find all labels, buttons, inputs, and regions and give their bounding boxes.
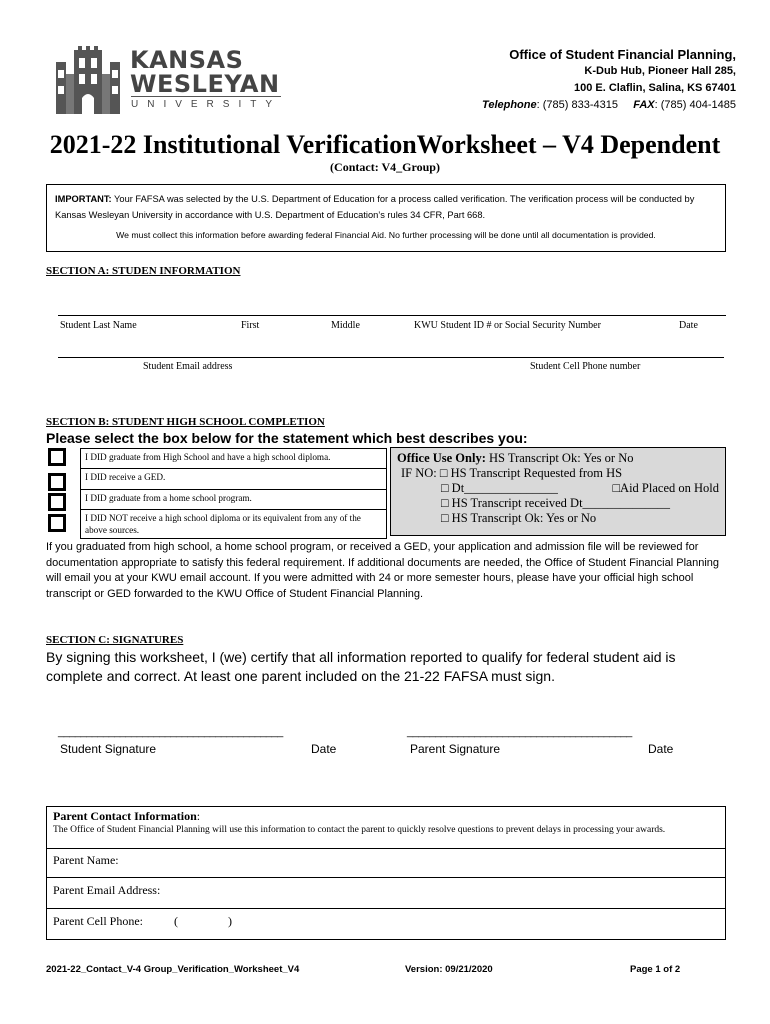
documentation-paragraph: If you graduated from high school, a home school program, or received a GED, your application and admission file will be reviewed for documentation appropriate to satisfy this federal requirement. If additional documents are needed, the Office of Student Financial Planning will email you at your KWU email account. If you were admitted with 24 or more semester hours, please have your official high school transcript or GED forwarded to the KWU Office of Student Financial Planning.	[46, 541, 720, 600]
section-a-heading: SECTION A: STUDEN INFORMATION	[46, 265, 241, 277]
select-prompt: Please select the box below for the statement which best describes you:	[46, 430, 528, 446]
statement-table	[80, 448, 387, 539]
page-title: 2021-22 Institutional VerificationWorksheet – V4 Dependent	[49, 130, 721, 159]
parent-phone-field[interactable]: Parent Cell Phone: ( )	[53, 914, 232, 928]
certification-text: By signing this worksheet, I (we) certify that all information reported to qualify for federal student aid is complete and correct. At least one parent included on the 21-22 FAFSA must sign.	[46, 649, 676, 684]
statement-row: I DID graduate from a home school program.	[81, 490, 386, 510]
label-last-name: Student Last Name	[60, 320, 137, 331]
logo-divider	[131, 96, 281, 97]
office-address: Office of Student Financial Planning, K-Dub Hub, Pioneer Hall 285, 100 E. Claflin, Salina, KS 67401 Telephone: (785) 833-4315 FAX: (785) 404-1485	[482, 46, 736, 114]
parent-name-field[interactable]: Parent Name:	[47, 849, 725, 878]
office-use-box: Office Use Only: HS Transcript Ok: Yes or No IF NO: □ HS Transcript Requested from HS □ Dt_______________ □Aid Placed on Hold □ HS Transcript received Dt______________ □ HS Transcript Ok: Yes or No	[390, 447, 726, 536]
student-signature-line[interactable]: ________________________________________	[58, 726, 283, 738]
section-c-heading: SECTION C: SIGNATURES	[46, 634, 184, 646]
email-phone-line[interactable]	[58, 357, 724, 358]
section-b-heading: SECTION B: STUDENT HIGH SCHOOL COMPLETION	[46, 416, 325, 428]
parent-signature-line[interactable]: ________________________________________	[407, 726, 632, 738]
parent-email-field[interactable]: Parent Email Address:	[47, 878, 725, 909]
contact-group: (Contact: V4_Group)	[330, 160, 440, 174]
logo-university: UNIVERSITY	[131, 99, 282, 110]
footer-document-id: 2021-22_Contact_V-4 Group_Verification_Worksheet_V4	[46, 964, 300, 975]
parent-signature-label: Parent Signature	[410, 742, 501, 756]
statement-row: I DID NOT receive a high school diploma or its equivalent from any of the above sources.	[85, 513, 361, 535]
checkbox-ged[interactable]	[48, 473, 66, 491]
parent-date-label: Date	[648, 742, 674, 756]
statement-row: I DID graduate from High School and have a high school diploma.	[81, 449, 386, 469]
statement-row: I DID receive a GED.	[81, 469, 386, 490]
student-name-line[interactable]	[58, 315, 726, 316]
student-signature-label: Student Signature	[60, 742, 157, 756]
label-date: Date	[679, 320, 698, 331]
logo-wordmark: KANSAS WESLEYAN	[130, 46, 280, 98]
label-phone: Student Cell Phone number	[530, 361, 641, 372]
footer-page-number: Page 1 of 2	[630, 964, 681, 975]
parent-contact-header: Parent Contact Information: The Office of Student Financial Planning will use this information to contact the parent to quickly resolve questions to prevent delays in processing your awards.	[47, 807, 725, 849]
label-email: Student Email address	[143, 361, 233, 372]
checkbox-home-school[interactable]	[48, 493, 66, 511]
checkbox-hs-diploma[interactable]	[48, 448, 66, 466]
label-first: First	[241, 320, 260, 331]
student-date-label: Date	[311, 742, 337, 756]
building-icon	[52, 44, 124, 116]
label-student-id: KWU Student ID # or Social Security Number	[414, 320, 601, 331]
phone-fax-line: Telephone: (785) 833-4315 FAX: (785) 404-1485	[482, 99, 736, 111]
parent-contact-box	[46, 806, 726, 940]
important-notice: IMPORTANT: Your FAFSA was selected by the U.S. Department of Education for a process called verification. The verification process will be conducted by Kansas Wesleyan University in accordance with U.S. Department of Education’s rules 34 CFR, Part 668. We must collect this information before awarding federal Financial Aid. No further processing will be done until all documentation is provided.	[46, 184, 726, 252]
checkbox-no-diploma[interactable]	[48, 514, 66, 532]
label-middle: Middle	[331, 320, 360, 331]
footer-version: Version: 09/21/2020	[405, 964, 493, 975]
